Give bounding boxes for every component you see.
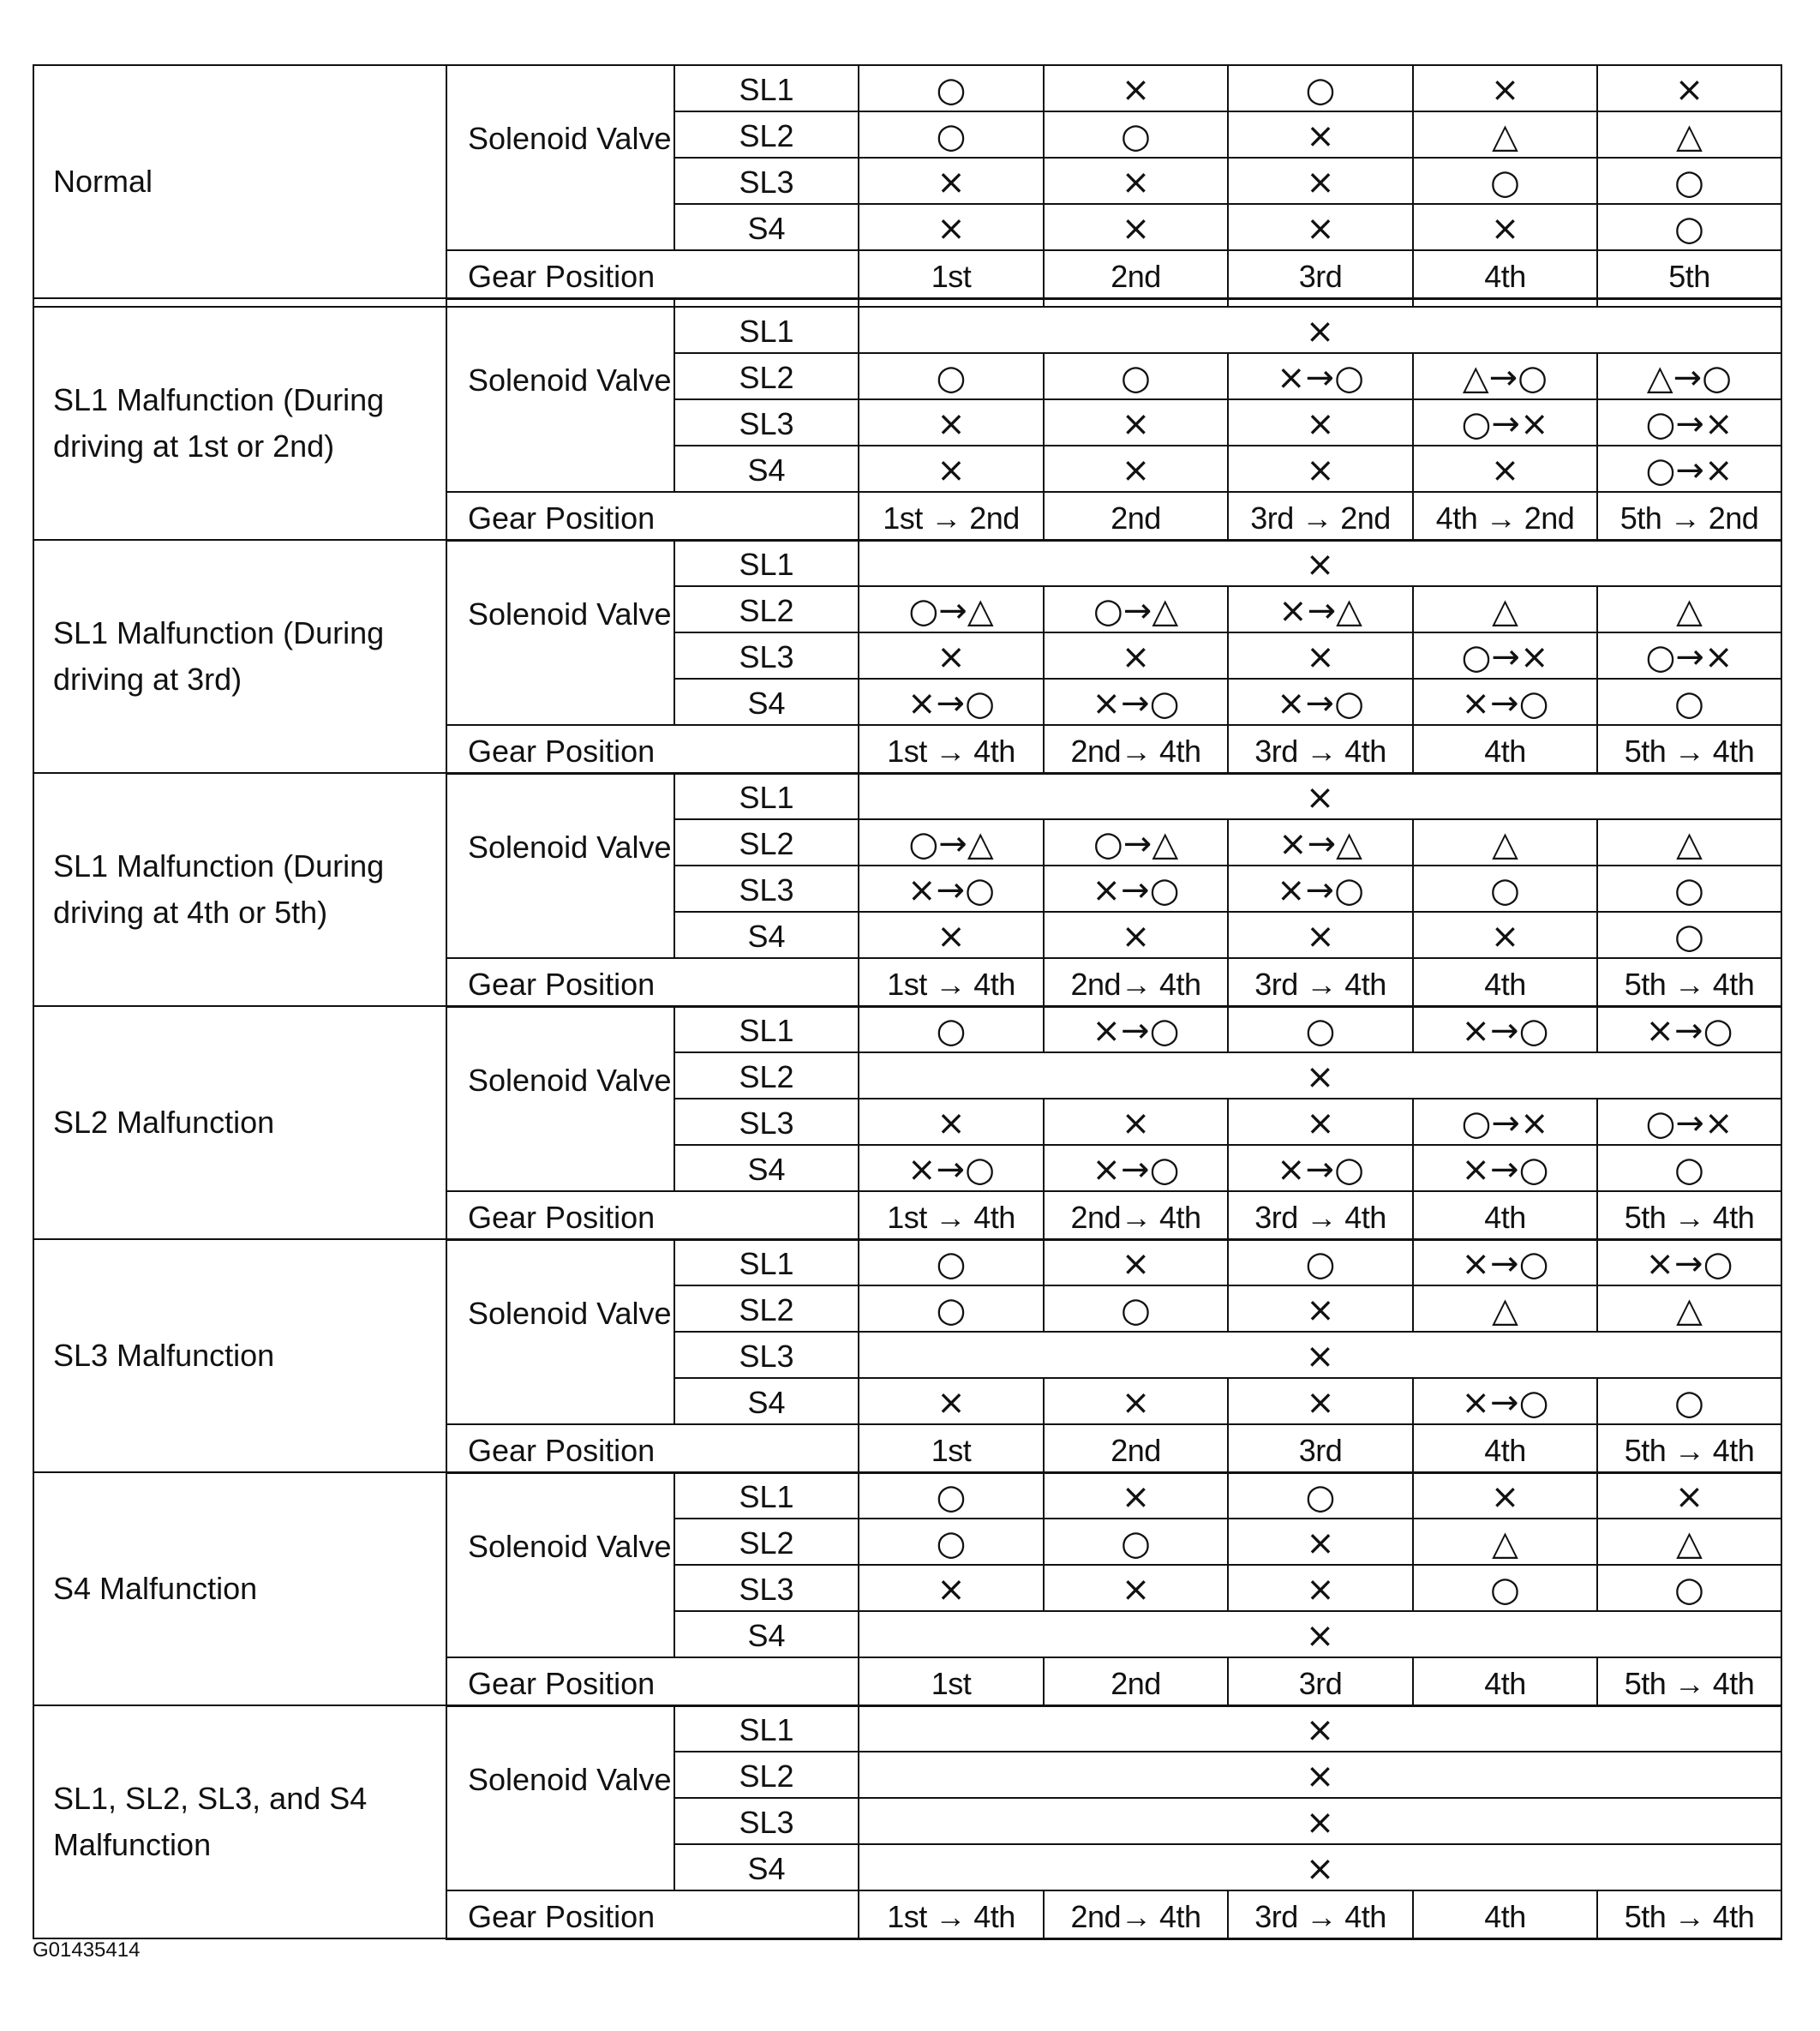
solenoid-name: S4 (674, 204, 859, 250)
gear-value: 2nd (1044, 1657, 1228, 1705)
gear-value: 4th → 2nd (1413, 492, 1597, 540)
state-cell: × (859, 204, 1044, 250)
case-label: Normal (33, 65, 446, 298)
solenoid-valve-label: Solenoid Valve (446, 307, 674, 492)
case-label: SL1, SL2, SL3, and S4 Malfunction (33, 1705, 446, 1938)
state-cell: ○ (1597, 158, 1781, 204)
solenoid-name: SL2 (674, 586, 859, 632)
gear-value: 2nd (1044, 250, 1228, 298)
solenoid-valve-label: Solenoid Valve (446, 1472, 674, 1657)
solenoid-name: SL1 (674, 773, 859, 819)
state-cell: × (1228, 204, 1413, 250)
state-cell: × (1413, 65, 1597, 111)
state-cell: × (859, 446, 1044, 492)
solenoid-name: S4 (674, 1378, 859, 1424)
state-cell: × (1228, 1519, 1413, 1565)
state-cell: × (1228, 912, 1413, 958)
state-cell: ○→× (1413, 399, 1597, 446)
state-cell: × (1597, 65, 1781, 111)
gear-value: 1st (859, 1657, 1044, 1705)
gear-value: 5th → 2nd (1597, 492, 1781, 540)
state-cell: ×→○ (859, 866, 1044, 912)
solenoid-valve-label: Solenoid Valve (446, 1705, 674, 1890)
gear-value: 3rd → 4th (1228, 1191, 1413, 1239)
state-cell: ×→△ (1228, 819, 1413, 866)
case-label: S4 Malfunction (33, 1472, 446, 1705)
gear-value: 2nd (1044, 1424, 1228, 1472)
state-cell: × (1597, 1472, 1781, 1519)
state-cell: ○ (1044, 1285, 1228, 1332)
state-cell: × (1413, 446, 1597, 492)
solenoid-name: SL2 (674, 353, 859, 399)
solenoid-name: SL2 (674, 1052, 859, 1099)
state-cell: ○→△ (1044, 819, 1228, 866)
table-row (33, 65, 1781, 111)
figure-id: G01435414 (33, 1938, 141, 1962)
gear-position-label: Gear Position (446, 1657, 859, 1705)
solenoid-valve-label: Solenoid Valve (446, 1006, 674, 1191)
solenoid-name: SL1 (674, 65, 859, 111)
state-cell: ○ (1597, 679, 1781, 725)
gear-value: 5th → 4th (1597, 958, 1781, 1006)
state-cell: ○ (859, 1006, 1044, 1052)
state-cell: ×→○ (1597, 1006, 1781, 1052)
state-cell: × (859, 912, 1044, 958)
solenoid-name: SL1 (674, 540, 859, 586)
state-cell: ○ (1413, 158, 1597, 204)
gear-value: 5th → 4th (1597, 1191, 1781, 1239)
state-cell: ○→× (1597, 399, 1781, 446)
state-cell: ×→△ (1228, 586, 1413, 632)
state-cell: △ (1413, 586, 1597, 632)
solenoid-name: S4 (674, 1611, 859, 1657)
gear-value: 1st → 4th (859, 1890, 1044, 1938)
state-cell: ×→○ (1228, 1145, 1413, 1191)
gear-value: 2nd→ 4th (1044, 1890, 1228, 1938)
gear-position-label: Gear Position (446, 958, 859, 1006)
state-cell: ○ (1228, 1006, 1413, 1052)
state-cell: × (1228, 1565, 1413, 1611)
gear-value: 4th (1413, 958, 1597, 1006)
gear-value: 3rd → 4th (1228, 958, 1413, 1006)
state-cell: × (1228, 1378, 1413, 1424)
solenoid-name: S4 (674, 1145, 859, 1191)
gear-position-label: Gear Position (446, 250, 859, 298)
table-row (33, 773, 1781, 819)
state-cell: × (1044, 158, 1228, 204)
gear-value: 2nd (1044, 492, 1228, 540)
state-cell: ×→○ (859, 1145, 1044, 1191)
state-cell: × (1413, 204, 1597, 250)
gear-value: 1st (859, 250, 1044, 298)
state-cell: ×→○ (1044, 1006, 1228, 1052)
double-rule-divider (33, 298, 1781, 307)
state-cell: ×→○ (1044, 679, 1228, 725)
state-cell: △ (1597, 1519, 1781, 1565)
state-cell: ○ (859, 1472, 1044, 1519)
state-cell: × (1044, 1565, 1228, 1611)
divider-cell (1044, 298, 1228, 307)
state-cell: ○→× (1597, 446, 1781, 492)
state-cell: ×→○ (1413, 679, 1597, 725)
gear-value: 1st → 4th (859, 958, 1044, 1006)
gear-value: 4th (1413, 1890, 1597, 1938)
solenoid-name: SL1 (674, 1239, 859, 1285)
solenoid-name: SL3 (674, 1565, 859, 1611)
divider-cell (1597, 298, 1781, 307)
case-label: SL1 Malfunction (During driving at 3rd) (33, 540, 446, 773)
state-cell: ○ (1228, 1239, 1413, 1285)
solenoid-name: SL2 (674, 1752, 859, 1798)
gear-value: 5th → 4th (1597, 1424, 1781, 1472)
state-cell: ×→○ (1228, 866, 1413, 912)
state-cell: × (1044, 1378, 1228, 1424)
state-cell-all-gears: × (859, 773, 1781, 819)
state-cell: ×→○ (1228, 679, 1413, 725)
gear-value: 1st → 4th (859, 1191, 1044, 1239)
table-row (33, 307, 1781, 353)
state-cell: × (1228, 632, 1413, 679)
divider-cell (1228, 298, 1413, 307)
gear-value: 5th → 4th (1597, 1657, 1781, 1705)
state-cell: △ (1413, 1285, 1597, 1332)
state-cell: ×→○ (1597, 1239, 1781, 1285)
state-cell-all-gears: × (859, 307, 1781, 353)
state-cell: × (1044, 1472, 1228, 1519)
gear-value: 1st → 2nd (859, 492, 1044, 540)
gear-position-label: Gear Position (446, 1191, 859, 1239)
gear-value: 1st (859, 1424, 1044, 1472)
state-cell: ○ (1413, 866, 1597, 912)
state-cell: △ (1597, 111, 1781, 158)
state-cell: × (1413, 912, 1597, 958)
gear-value: 4th (1413, 1191, 1597, 1239)
table-row (33, 1705, 1781, 1752)
solenoid-name: SL3 (674, 1798, 859, 1844)
solenoid-name: SL2 (674, 1285, 859, 1332)
gear-position-label: Gear Position (446, 725, 859, 773)
solenoid-name: SL3 (674, 866, 859, 912)
state-cell: ○→△ (859, 586, 1044, 632)
state-cell: △ (1413, 1519, 1597, 1565)
state-cell: ○ (1044, 353, 1228, 399)
case-label: SL2 Malfunction (33, 1006, 446, 1239)
solenoid-name: S4 (674, 446, 859, 492)
solenoid-name: SL3 (674, 399, 859, 446)
gear-value: 5th (1597, 250, 1781, 298)
state-cell: ○→× (1597, 1099, 1781, 1145)
divider-cell (446, 298, 674, 307)
case-label: SL1 Malfunction (During driving at 4th or 5th) (33, 773, 446, 1006)
gear-position-label: Gear Position (446, 1890, 859, 1938)
state-cell-all-gears: × (859, 1844, 1781, 1890)
state-cell: △ (1413, 819, 1597, 866)
state-cell: ○ (1597, 1145, 1781, 1191)
state-cell: △→○ (1597, 353, 1781, 399)
gear-value: 2nd→ 4th (1044, 1191, 1228, 1239)
state-cell: ○ (859, 111, 1044, 158)
state-cell-all-gears: × (859, 1332, 1781, 1378)
state-cell: × (1228, 158, 1413, 204)
state-cell: △ (1597, 586, 1781, 632)
solenoid-name: SL1 (674, 1705, 859, 1752)
solenoid-name: SL2 (674, 819, 859, 866)
state-cell: ×→○ (859, 679, 1044, 725)
state-cell: △ (1597, 1285, 1781, 1332)
state-cell: ×→○ (1228, 353, 1413, 399)
gear-value: 2nd→ 4th (1044, 958, 1228, 1006)
state-cell: ○ (1597, 204, 1781, 250)
state-cell: ×→○ (1044, 866, 1228, 912)
state-cell: ×→○ (1044, 1145, 1228, 1191)
state-cell: ○ (1044, 111, 1228, 158)
gear-value: 5th → 4th (1597, 1890, 1781, 1938)
gear-value: 4th (1413, 725, 1597, 773)
state-cell: × (1228, 1285, 1413, 1332)
case-label: SL3 Malfunction (33, 1239, 446, 1472)
state-cell: ○→△ (1044, 586, 1228, 632)
state-cell: ○ (859, 353, 1044, 399)
solenoid-valve-label: Solenoid Valve (446, 1239, 674, 1424)
state-cell: ×→○ (1413, 1378, 1597, 1424)
state-cell: ○ (1597, 912, 1781, 958)
state-cell: ○ (859, 1519, 1044, 1565)
state-cell: × (859, 632, 1044, 679)
gear-value: 4th (1413, 1424, 1597, 1472)
solenoid-name: S4 (674, 912, 859, 958)
state-cell: × (1228, 399, 1413, 446)
state-cell-all-gears: × (859, 1752, 1781, 1798)
state-cell: × (1044, 399, 1228, 446)
state-cell: ○ (1597, 866, 1781, 912)
state-cell: ○→× (1413, 632, 1597, 679)
divider-cell (33, 298, 446, 307)
gear-value: 3rd (1228, 250, 1413, 298)
state-cell: ○ (859, 1285, 1044, 1332)
gear-value: 5th → 4th (1597, 725, 1781, 773)
state-cell: × (1228, 111, 1413, 158)
solenoid-name: SL1 (674, 307, 859, 353)
state-cell: ×→○ (1413, 1145, 1597, 1191)
solenoid-name: SL3 (674, 1099, 859, 1145)
table-row (33, 540, 1781, 586)
solenoid-name: SL1 (674, 1472, 859, 1519)
state-cell: × (1044, 65, 1228, 111)
state-cell: × (1044, 912, 1228, 958)
solenoid-name: SL2 (674, 111, 859, 158)
gear-value: 3rd (1228, 1424, 1413, 1472)
gear-value: 2nd→ 4th (1044, 725, 1228, 773)
solenoid-name: S4 (674, 679, 859, 725)
state-cell: × (1044, 204, 1228, 250)
solenoid-fail-safe-table (33, 64, 1782, 1940)
state-cell: ○ (859, 65, 1044, 111)
state-cell: ○ (1413, 1565, 1597, 1611)
gear-position-label: Gear Position (446, 1424, 859, 1472)
state-cell: ○ (1228, 1472, 1413, 1519)
state-cell-all-gears: × (859, 1798, 1781, 1844)
state-cell: × (1413, 1472, 1597, 1519)
solenoid-name: S4 (674, 1844, 859, 1890)
state-cell: × (859, 1099, 1044, 1145)
state-cell: × (859, 1378, 1044, 1424)
solenoid-valve-label: Solenoid Valve (446, 65, 674, 250)
state-cell: ×→○ (1413, 1006, 1597, 1052)
solenoid-name: SL3 (674, 158, 859, 204)
solenoid-name: SL3 (674, 632, 859, 679)
gear-position-label: Gear Position (446, 492, 859, 540)
solenoid-name: SL2 (674, 1519, 859, 1565)
state-cell: ○ (1044, 1519, 1228, 1565)
gear-value: 3rd → 4th (1228, 1890, 1413, 1938)
gear-value: 1st → 4th (859, 725, 1044, 773)
state-cell: × (1044, 1239, 1228, 1285)
state-cell-all-gears: × (859, 540, 1781, 586)
state-cell: × (1044, 632, 1228, 679)
state-cell: × (859, 399, 1044, 446)
gear-value: 3rd → 2nd (1228, 492, 1413, 540)
state-cell: △→○ (1413, 353, 1597, 399)
gear-value: 4th (1413, 250, 1597, 298)
solenoid-valve-label: Solenoid Valve (446, 540, 674, 725)
divider-cell (859, 298, 1044, 307)
solenoid-valve-label: Solenoid Valve (446, 773, 674, 958)
state-cell: ○→× (1597, 632, 1781, 679)
state-cell: ○→× (1413, 1099, 1597, 1145)
gear-value: 3rd (1228, 1657, 1413, 1705)
table-row (33, 1239, 1781, 1285)
state-cell: ○ (1597, 1565, 1781, 1611)
state-cell: × (1228, 446, 1413, 492)
state-cell: × (859, 158, 1044, 204)
state-cell: × (1044, 446, 1228, 492)
gear-value: 3rd → 4th (1228, 725, 1413, 773)
table-row (33, 1472, 1781, 1519)
state-cell-all-gears: × (859, 1705, 1781, 1752)
state-cell: ○→△ (859, 819, 1044, 866)
gear-value: 4th (1413, 1657, 1597, 1705)
divider-cell (674, 298, 859, 307)
divider-cell (1413, 298, 1597, 307)
state-cell: × (1228, 1099, 1413, 1145)
state-cell: × (1044, 1099, 1228, 1145)
state-cell-all-gears: × (859, 1052, 1781, 1099)
solenoid-name: SL1 (674, 1006, 859, 1052)
case-label: SL1 Malfunction (During driving at 1st or 2nd) (33, 307, 446, 540)
state-cell: ○ (1228, 65, 1413, 111)
state-cell: ×→○ (1413, 1239, 1597, 1285)
state-cell-all-gears: × (859, 1611, 1781, 1657)
state-cell: ○ (859, 1239, 1044, 1285)
state-cell: △ (1413, 111, 1597, 158)
state-cell: × (859, 1565, 1044, 1611)
solenoid-name: SL3 (674, 1332, 859, 1378)
table-row (33, 1006, 1781, 1052)
state-cell: △ (1597, 819, 1781, 866)
state-cell: ○ (1597, 1378, 1781, 1424)
